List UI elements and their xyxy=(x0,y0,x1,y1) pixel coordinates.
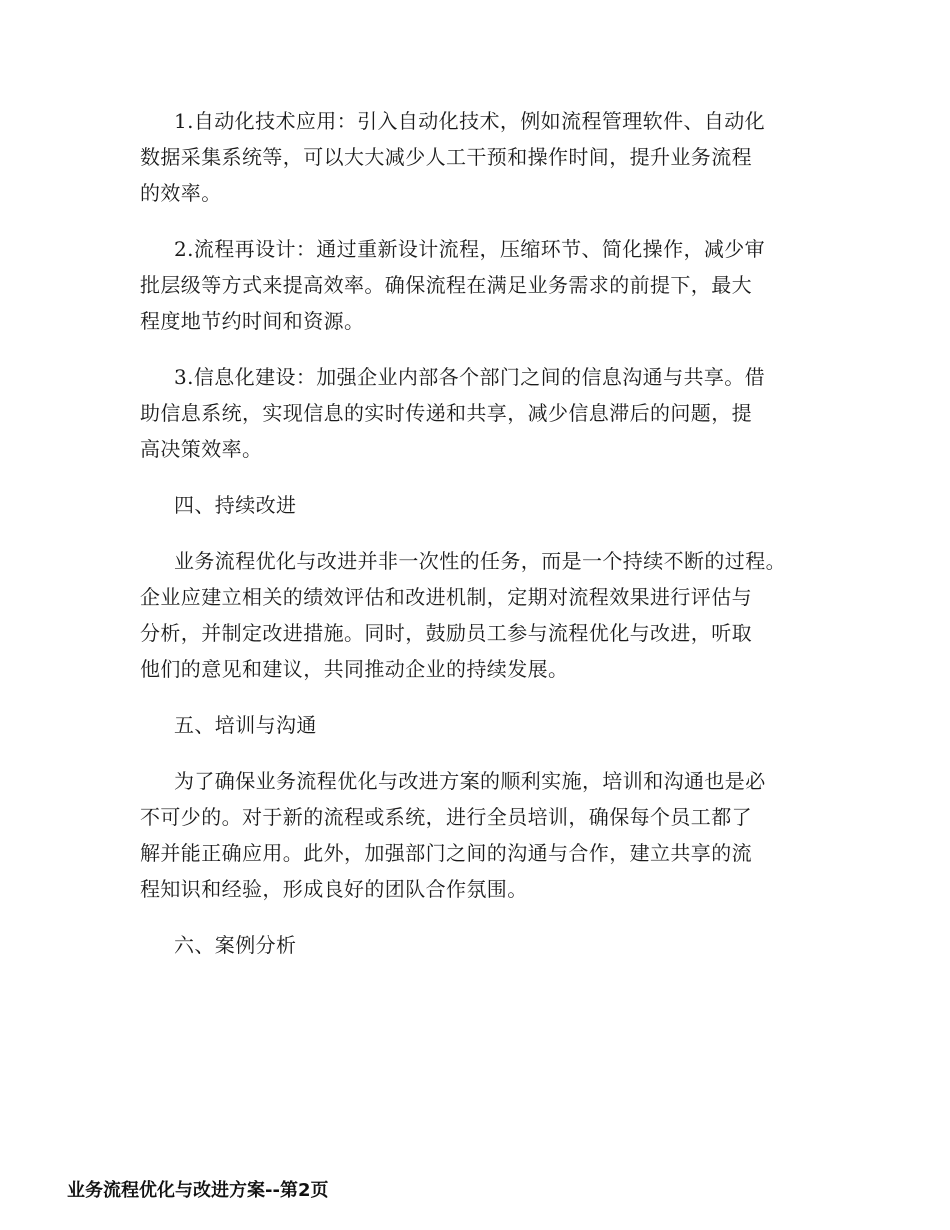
paragraph-informatization xyxy=(140,359,820,467)
paragraph-line: 解并能正确应用。此外，加强部门之间的沟通与合作，建立共享的流 xyxy=(140,841,752,865)
section-heading-continuous-improvement: 四、持续改进 xyxy=(174,493,297,517)
paragraph-process-redesign xyxy=(140,231,820,339)
paragraph-line: 业务流程优化与改进并非一次性的任务，而是一个持续不断的过程。 xyxy=(174,549,786,573)
paragraph-line: 高决策效率。 xyxy=(140,437,263,461)
paragraph-line: 批层级等方式来提高效率。确保流程在满足业务需求的前提下，最大 xyxy=(140,273,752,297)
page-footer: 业务流程优化与改进方案--第2页 xyxy=(67,1180,329,1201)
document-body xyxy=(140,103,820,983)
paragraph-line: 的效率。 xyxy=(140,181,222,205)
paragraph-line: 企业应建立相关的绩效评估和改进机制，定期对流程效果进行评估与 xyxy=(140,585,752,609)
section-heading-case-study: 六、案例分析 xyxy=(174,933,297,957)
paragraph-line: 程度地节约时间和资源。 xyxy=(140,309,365,333)
paragraph-continuous-improvement xyxy=(140,543,820,687)
paragraph-line: 2.流程再设计：通过重新设计流程，压缩环节、简化操作，减少审 xyxy=(174,237,766,261)
paragraph-training xyxy=(140,763,820,907)
paragraph-line: 不可少的。对于新的流程或系统，进行全员培训，确保每个员工都了 xyxy=(140,805,752,829)
paragraph-line: 他们的意见和建议，共同推动企业的持续发展。 xyxy=(140,657,569,681)
paragraph-line: 数据采集系统等，可以大大减少人工干预和操作时间，提升业务流程 xyxy=(140,145,752,169)
paragraph-line: 程知识和经验，形成良好的团队合作氛围。 xyxy=(140,877,528,901)
paragraph-line: 1.自动化技术应用：引入自动化技术，例如流程管理软件、自动化 xyxy=(174,109,766,133)
paragraph-line: 为了确保业务流程优化与改进方案的顺利实施，培训和沟通也是必 xyxy=(174,769,766,793)
paragraph-line: 分析，并制定改进措施。同时，鼓励员工参与流程优化与改进，听取 xyxy=(140,621,752,645)
section-heading-training: 五、培训与沟通 xyxy=(174,713,317,737)
paragraph-line: 助信息系统，实现信息的实时传递和共享，减少信息滞后的问题，提 xyxy=(140,401,752,425)
paragraph-automation xyxy=(140,103,820,211)
paragraph-line: 3.信息化建设：加强企业内部各个部门之间的信息沟通与共享。借 xyxy=(174,365,766,389)
